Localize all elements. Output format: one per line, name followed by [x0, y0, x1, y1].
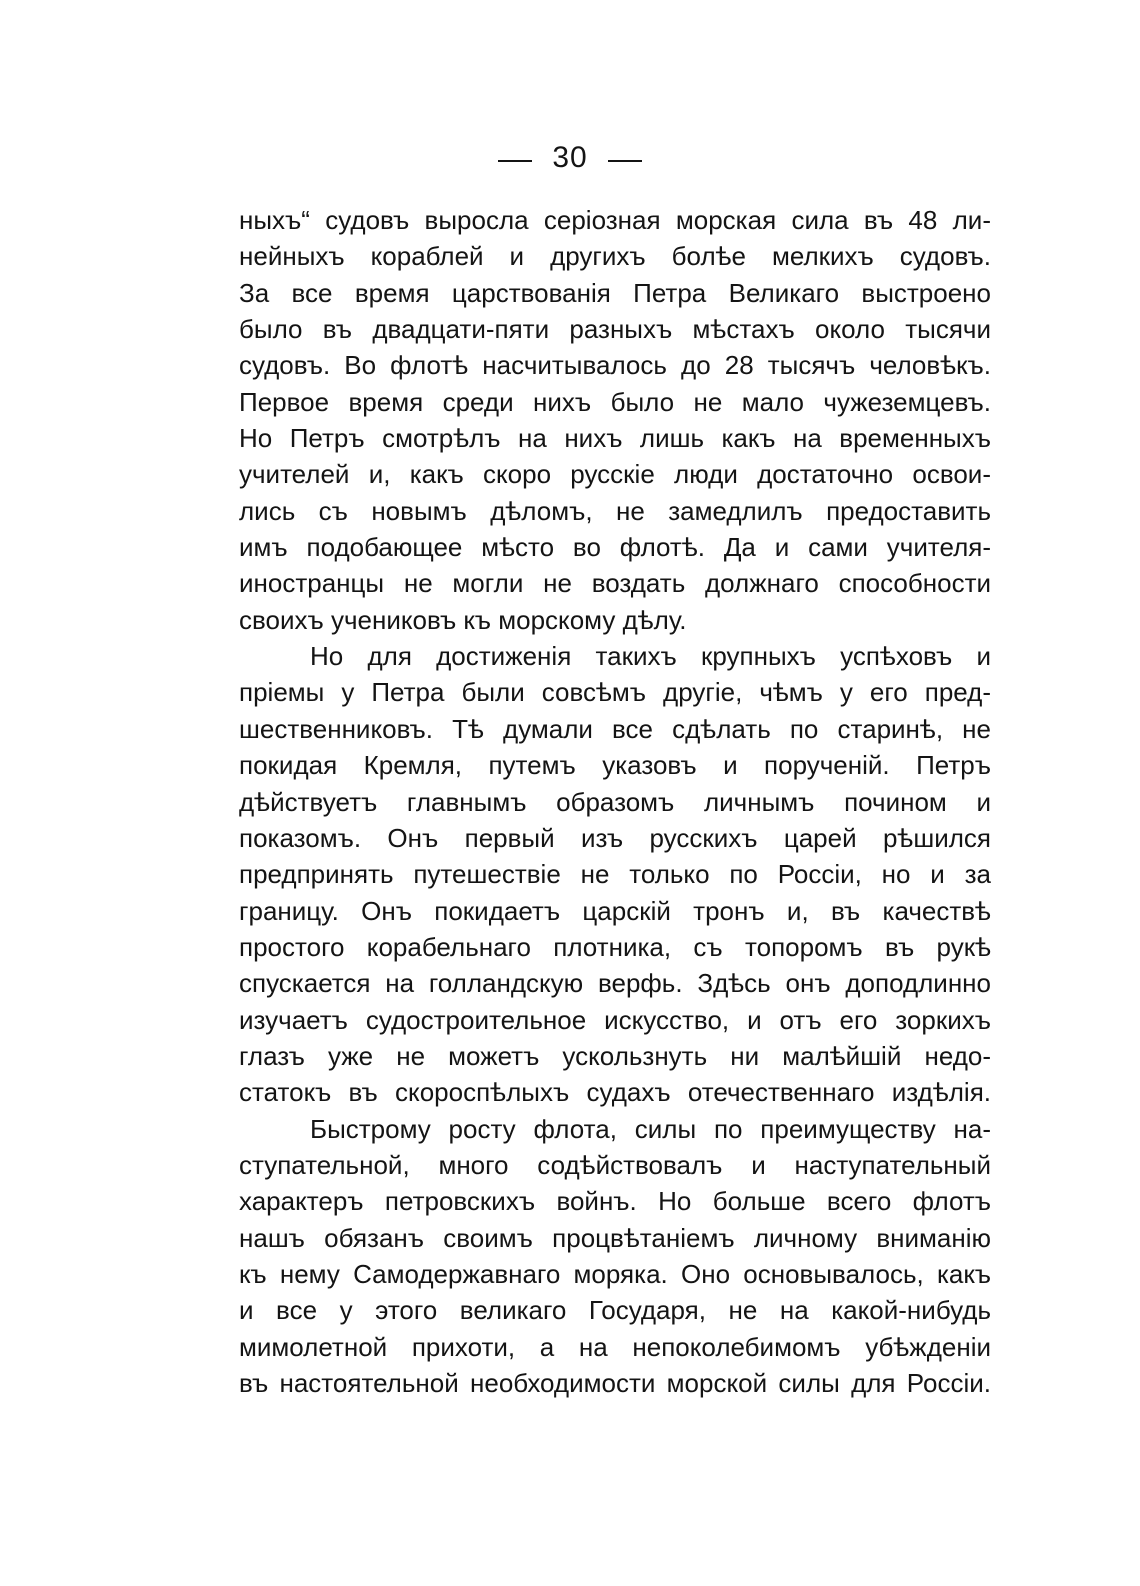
text-line: шественниковъ. Тѣ думали все сдѣлать по старинѣ, не: [239, 713, 991, 744]
text-line: статокъ въ скороспѣлыхъ судахъ отечественнаго издѣлія.: [239, 1077, 991, 1108]
text-line: Но Петръ смотрѣлъ на нихъ лишь какъ на временныхъ: [239, 423, 991, 454]
text-line: и все у этого великаго Государя, не на какой-нибудь: [239, 1295, 991, 1326]
text-line: характеръ петровскихъ войнъ. Но больше всего флотъ: [239, 1186, 991, 1217]
page-number: 30: [552, 141, 588, 174]
text-line: глазъ уже не можетъ ускользнуть ни малѣйшій недо-: [239, 1040, 991, 1071]
text-line: ступательной, много содѣйствовалъ и наступательный: [239, 1149, 991, 1180]
paragraph-3: [239, 1111, 991, 1402]
paragraph-1: [239, 202, 991, 638]
text-line: изучаетъ судостроительное искусство, и отъ его зоркихъ: [239, 1004, 991, 1035]
page-number-header: [0, 138, 1140, 178]
text-line: судовъ. Во флотѣ насчитывалось до 28 тысячъ человѣкъ.: [239, 350, 991, 381]
paragraph-2: [239, 638, 991, 1110]
text-line: своихъ учениковъ къ морскому дѣлу.: [239, 604, 687, 635]
left-dash: [498, 160, 532, 162]
text-line: лись съ новымъ дѣломъ, не замедлилъ предоставить: [239, 495, 991, 526]
body-text: [239, 202, 991, 1401]
text-line: спускается на голландскую верфь. Здѣсь онъ доподлинно: [239, 968, 991, 999]
text-line: Но для достиженія такихъ крупныхъ успѣховъ и: [310, 641, 991, 672]
text-line: нашъ обязанъ своимъ процвѣтаніемъ личному вниманію: [239, 1222, 991, 1253]
text-line: къ нему Самодержавнаго моряка. Оно основывалось, какъ: [239, 1258, 991, 1289]
text-line: показомъ. Онъ первый изъ русскихъ царей рѣшился: [239, 822, 991, 853]
text-line: дѣйствуетъ главнымъ образомъ личнымъ почином и: [239, 786, 991, 817]
text-line: предпринять путешествіе не только по Россіи, но и за: [239, 859, 991, 890]
text-line: было въ двадцати-пяти разныхъ мѣстахъ около тысячи: [239, 314, 991, 345]
text-line: простого корабельнаго плотника, съ топоромъ въ рукѣ: [239, 931, 991, 962]
text-line: Первое время среди нихъ было не мало чужеземцевъ.: [239, 386, 991, 417]
text-line: покидая Кремля, путемъ указовъ и порученій. Петръ: [239, 750, 991, 781]
text-line: Быстрому росту флота, силы по преимуществу на-: [310, 1113, 991, 1144]
text-line: иностранцы не могли не воздать должнаго способности: [239, 568, 991, 599]
text-line: имъ подобающее мѣсто во флотѣ. Да и сами учителя-: [239, 532, 991, 563]
text-line: учителей и, какъ скоро русскіе люди достаточно освои-: [239, 459, 991, 490]
text-line: въ настоятельной необходимости морской силы для Россіи.: [239, 1368, 991, 1398]
text-line: мимолетной прихоти, а на непоколебимомъ убѣжденіи: [239, 1331, 991, 1362]
text-line: нейныхъ кораблей и другихъ болѣе мелкихъ судовъ.: [239, 241, 991, 272]
text-line: ныхъ“ судовъ выросла серіозная морская сила въ 48 ли-: [239, 205, 991, 235]
right-dash: [608, 160, 642, 162]
text-line: За все время царствованія Петра Великаго выстроено: [239, 277, 991, 308]
text-line: границу. Онъ покидаетъ царскій тронъ и, въ качествѣ: [239, 895, 991, 926]
text-line: пріемы у Петра были совсѣмъ другіе, чѣмъ у его пред-: [239, 677, 991, 708]
